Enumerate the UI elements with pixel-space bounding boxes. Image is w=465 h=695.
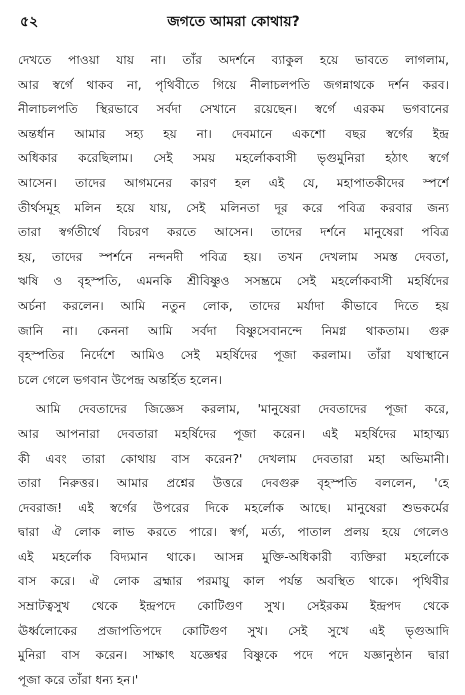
text-line: কী এবং তারা কোথায় বাস করেন?' দেখলাম দেবতারা মহা অভিমানী।	[18, 451, 449, 466]
text-line: অধিকার করেছিলাম। সেই সময় মহর্লোকবাসী ভৃগুমুনিরা হঠাৎ স্বর্গে	[18, 151, 449, 166]
paragraph-1	[18, 48, 449, 392]
text-line: আসেন। তাদের আগমনের কারণ হল এই যে, মহাপাতকীদের স্পর্শে	[18, 175, 449, 190]
text-line: ঋষি ও বৃহস্পতি, এমনকি শ্রীবিষ্ণুও সসম্ভ্রমে সেই মহর্লোকবাসী মহর্ষিদের	[18, 274, 449, 289]
text-line: হয়, তাদের স্পর্শনে নন্দনদী পবিত্র হয়। তখন দেখলাম সমস্ত দেবতা,	[18, 249, 449, 264]
running-title: জগতে আমরা কোথায়?	[167, 14, 300, 30]
paragraph-2	[18, 397, 449, 692]
text-line: অন্তর্ধান আমার সহ্য হয় না। দেবমানে একশো বছর স্বর্গের ইন্দ্র	[18, 126, 449, 141]
text-line: চলে গেলে ভগবান উপেন্দ্র অন্তর্হিত হলেন।	[18, 372, 223, 387]
text-line: সম্রাটত্বসুখ থেকে ইন্দ্রপদে কোটিগুণ সুখ। সেইরকম ইন্দ্রপদ থেকে	[18, 599, 449, 614]
body-text	[18, 48, 449, 692]
text-line: ঊর্ধ্বলোকের প্রজাপতিপদে কোটিগুণ সুখ। সেই সুখে এই ভৃগুআদি	[18, 623, 449, 638]
text-line: আর আপনারা দেবতারা মহর্ষিদের পূজা করেন। এই মহর্ষিদের মাহাত্ম্য	[18, 426, 449, 441]
page-header	[18, 6, 449, 34]
text-line: বৃহস্পতির নির্দেশে আমিও সেই মহর্ষিদের পূজা করলাম। তাঁরা যথাস্থানে	[18, 348, 449, 363]
text-line: তারা স্বর্গতীর্থে বিচরণ করতে আসেন। তাদের দর্শনে মানুষেরা পবিত্র	[18, 225, 449, 240]
text-line: পূজা করে তাঁরা ধন্য হন।'	[18, 672, 139, 687]
text-line: অর্চনা করলেন। আমি নতুন লোক, তাদের মর্যাদা কীভাবে দিতে হয়	[18, 298, 449, 313]
text-line: তীর্থসমূহ মলিন হয়ে যায়, সেই মলিনতা দূর করে পবিত্র করবার জন্য	[18, 200, 449, 215]
text-line: তারা নিরুত্তর। আমার প্রশ্নের উত্তরে দেবগুরু বৃহস্পতি বললেন, 'হে	[18, 476, 449, 491]
text-line: এই মহর্লোক বিদ্যমান থাকে। আসন্ন মুক্তি-অধিকারী ব্যক্তিরা মহর্লোকে	[18, 549, 449, 564]
text-line: দেবরাজ! এই স্বর্গের উপরের দিকে মহর্লোক আছে। মানুষেরা শুভকর্মের	[18, 500, 449, 515]
page-number: ৫২	[20, 14, 39, 30]
text-line: দেখতে পাওয়া যায় না। তাঁর অদর্শনে ব্যাকুল হয়ে ভাবতে লাগলাম,	[18, 53, 449, 67]
text-line: দ্বারা ঐ লোক লাভ করতে পারে। স্বর্গ, মর্ত্য, পাতাল প্রলয় হয়ে গেলেও	[18, 525, 449, 540]
text-line: বাস করে। ঐ লোক ব্রহ্মার পরমায়ু কাল পর্যন্ত অবস্থিত থাকে। পৃথিবীর	[18, 574, 449, 589]
text-line: মুনিরা বাস করেন। সাক্ষাৎ যজ্ঞেশ্বর বিষ্ণুকে পদে পদে যজ্ঞানুষ্ঠান দ্বারা	[18, 648, 449, 663]
text-line: জানি না। কেননা আমি সর্বদা বিষ্ণুসেবানন্দে নিমগ্ন থাকতাম। গুরু	[18, 323, 449, 338]
text-line: আমি দেবতাদের জিজ্ঞেস করলাম, 'মানুষেরা দেবতাদের পূজা করে,	[36, 402, 449, 417]
text-line: নীলাচলপতি স্থিরভাবে সর্বদা সেখানে রয়েছেন। স্বর্গে এরকম ভগবানের	[18, 102, 449, 117]
text-line: আর স্বর্গে থাকব না, পৃথিবীতে গিয়ে নীলাচলপতি জগন্নাথকে দর্শন করব।	[18, 77, 449, 92]
